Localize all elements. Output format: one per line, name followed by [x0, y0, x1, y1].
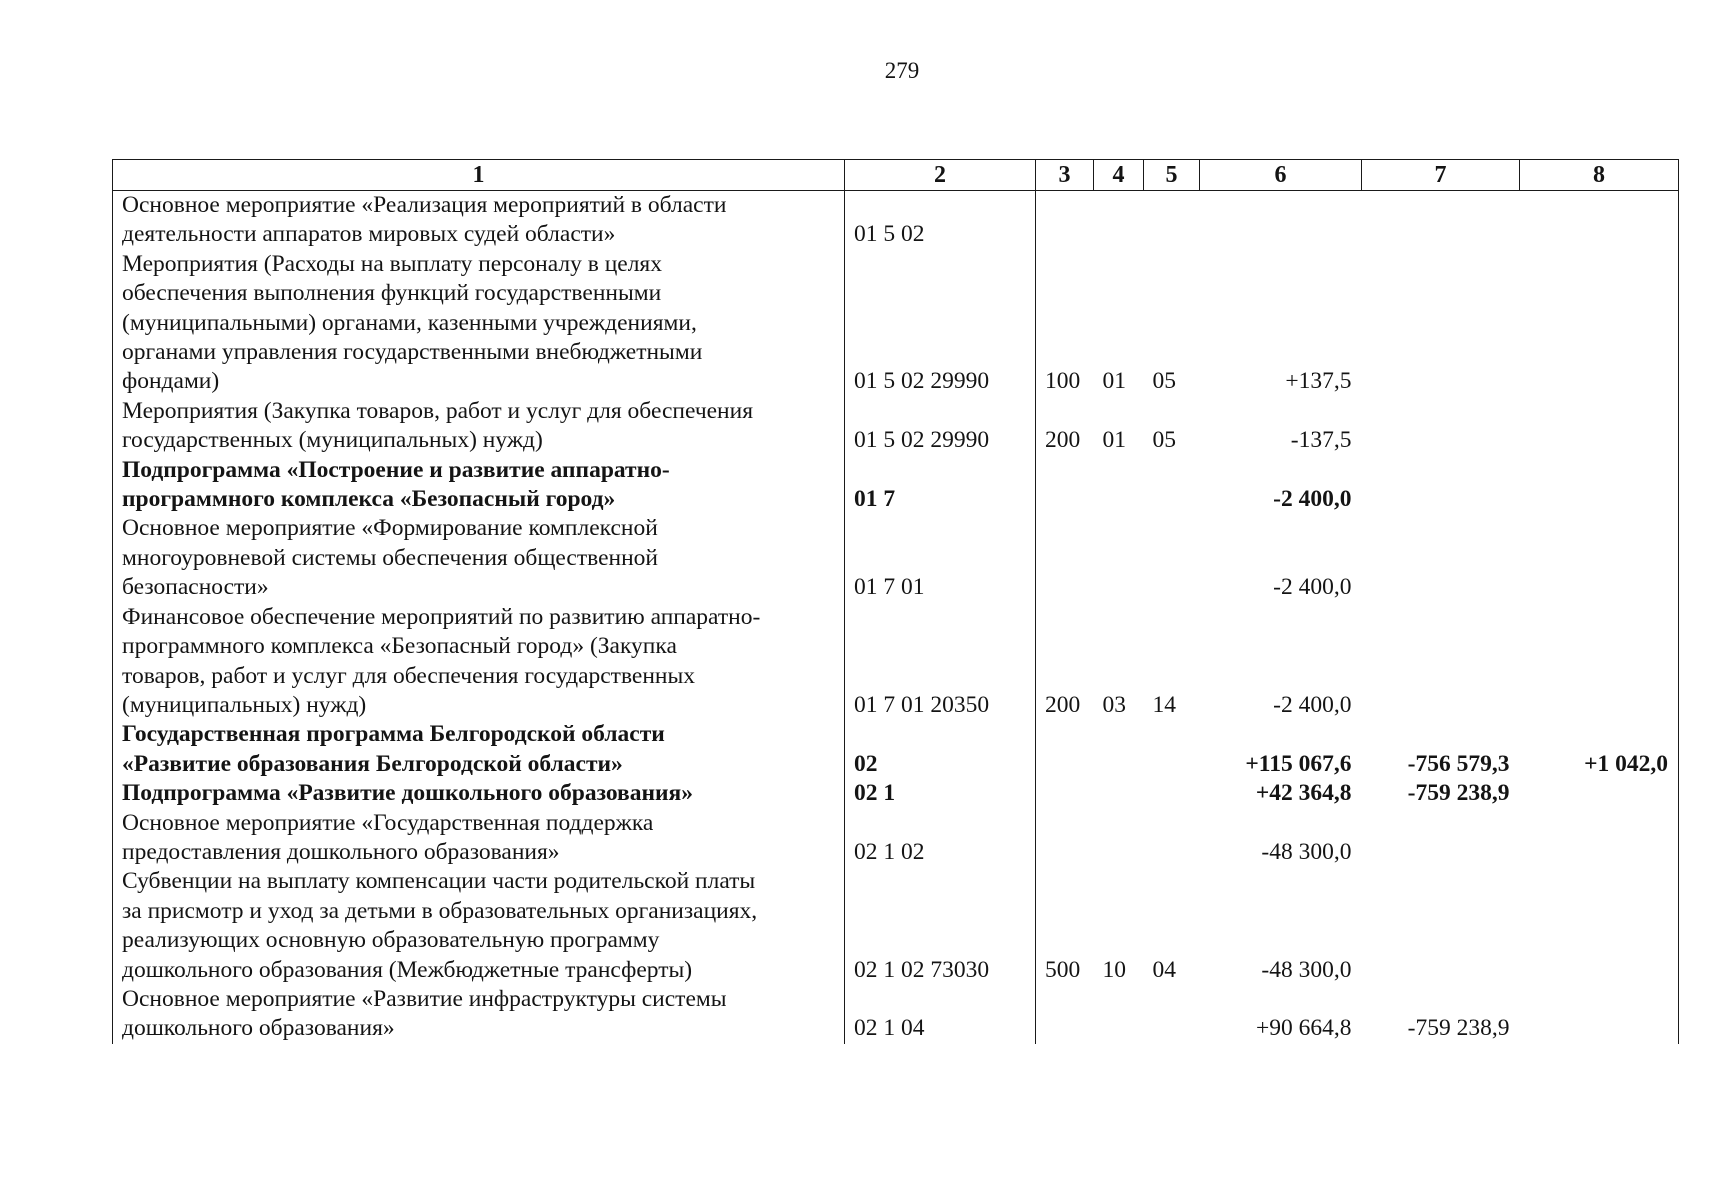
row-value-6-cell: +137,5	[1285, 368, 1352, 395]
column-header-7: 7	[1362, 160, 1520, 191]
row-expense-type-cell	[1036, 985, 1094, 1044]
row-expense-type-cell: 200	[1036, 397, 1094, 456]
row-value-7-cell	[1362, 456, 1520, 515]
table-row	[113, 603, 1679, 721]
table-row	[113, 985, 1679, 1044]
table-row	[113, 809, 1679, 868]
row-value-7-cell	[1362, 397, 1520, 456]
row-value-6-cell: -2 400,0	[1273, 574, 1352, 601]
row-subsection-cell	[1144, 514, 1200, 602]
row-expense-type-cell	[1036, 720, 1094, 779]
table-row	[113, 456, 1679, 515]
row-value-8-cell	[1520, 603, 1679, 721]
row-expense-type-cell: 500	[1036, 867, 1094, 985]
row-subsection-cell	[1144, 191, 1200, 250]
row-value-7-cell	[1362, 514, 1520, 602]
row-section-cell	[1094, 779, 1144, 808]
row-name-cell: Основное мероприятие «Развитие инфраструктуры системы дошкольного образования»	[113, 985, 845, 1044]
row-subsection-cell: 05	[1152, 368, 1176, 395]
row-code-cell: 02 1 04	[845, 985, 1036, 1044]
row-value-8-cell	[1520, 191, 1679, 250]
row-value-7-cell	[1362, 809, 1520, 868]
row-section-cell: 10	[1102, 956, 1126, 983]
budget-table	[112, 159, 1679, 1044]
row-expense-type-cell	[1036, 809, 1094, 868]
row-section-cell: 01	[1102, 427, 1126, 454]
row-value-8-cell: +1 042,0	[1520, 720, 1679, 779]
row-value-7-cell	[1362, 191, 1520, 250]
row-section-cell	[1094, 514, 1144, 602]
row-value-8-cell	[1520, 779, 1679, 808]
row-subsection-cell	[1144, 456, 1200, 515]
page-number: 279	[884, 58, 920, 83]
row-expense-type-cell	[1036, 456, 1094, 515]
row-subsection-cell: 14	[1152, 691, 1176, 718]
row-section-cell	[1094, 456, 1144, 515]
column-header-6: 6	[1200, 160, 1362, 191]
table-row	[113, 514, 1679, 602]
row-code-cell: 02 1 02	[845, 809, 1036, 868]
table-row	[113, 191, 1679, 250]
row-subsection-cell	[1144, 809, 1200, 868]
row-value-8-cell	[1520, 985, 1679, 1044]
table-body	[113, 191, 1679, 1044]
row-value-7-cell: -759 238,9	[1407, 780, 1510, 807]
row-subsection-cell	[1144, 779, 1200, 808]
row-code-cell: 01 5 02	[845, 191, 1036, 250]
table-header	[113, 160, 1679, 191]
row-code-cell: 01 7 01 20350	[845, 603, 1036, 721]
row-value-6-cell: -48 300,0	[1261, 956, 1352, 983]
row-code-cell: 02 1 02 73030	[845, 867, 1036, 985]
row-value-6-cell: -137,5	[1290, 427, 1352, 454]
row-name-cell: Мероприятия (Закупка товаров, работ и услуг для обеспечения государственных (муниципальных) нужд)	[113, 397, 845, 456]
row-value-6-cell: -2 400,0	[1273, 486, 1352, 513]
row-section-cell	[1094, 985, 1144, 1044]
row-expense-type-cell	[1036, 191, 1094, 250]
row-subsection-cell	[1144, 985, 1200, 1044]
row-section-cell	[1094, 191, 1144, 250]
row-expense-type-cell	[1036, 779, 1094, 808]
column-header-4: 4	[1094, 160, 1144, 191]
table-row	[113, 397, 1679, 456]
row-section-cell	[1094, 809, 1144, 868]
row-value-8-cell	[1520, 456, 1679, 515]
row-value-8-cell	[1520, 809, 1679, 868]
table-row	[113, 720, 1679, 779]
row-section-cell	[1094, 720, 1144, 779]
row-expense-type-cell	[1036, 514, 1094, 602]
row-value-7-cell	[1362, 867, 1520, 985]
row-subsection-cell: 04	[1152, 956, 1176, 983]
row-value-6-cell: +42 364,8	[1255, 780, 1352, 807]
row-name-cell: Финансовое обеспечение мероприятий по развитию аппаратно- программного комплекса «Безопасный город» (Закупка товаров, работ и услуг для обеспечения государственных (муниципальных) нужд)	[113, 603, 845, 721]
row-value-7-cell: -756 579,3	[1407, 750, 1510, 777]
row-value-7-cell	[1362, 250, 1520, 397]
row-name-cell: Основное мероприятие «Реализация мероприятий в области деятельности аппаратов мировых судей области»	[113, 191, 845, 250]
row-value-6-cell: +115 067,6	[1245, 750, 1352, 777]
column-header-1: 1	[113, 160, 845, 191]
row-code-cell: 01 7 01	[845, 514, 1036, 602]
row-subsection-cell	[1144, 720, 1200, 779]
row-subsection-cell: 05	[1152, 427, 1176, 454]
row-value-8-cell	[1520, 514, 1679, 602]
table-row	[113, 250, 1679, 397]
row-code-cell: 01 5 02 29990	[845, 250, 1036, 397]
table-row	[113, 779, 1679, 808]
row-expense-type-cell: 200	[1036, 603, 1094, 721]
row-value-6-cell	[1200, 191, 1362, 250]
row-code-cell: 01 7	[845, 456, 1036, 515]
row-section-cell: 03	[1102, 691, 1126, 718]
row-value-8-cell	[1520, 250, 1679, 397]
row-name-cell: Основное мероприятие «Формирование комплексной многоуровневой системы обеспечения общественной безопасности»	[113, 514, 845, 602]
table-row	[113, 867, 1679, 985]
column-header-8: 8	[1520, 160, 1679, 191]
row-name-cell: Основное мероприятие «Государственная поддержка предоставления дошкольного образования»	[113, 809, 845, 868]
row-name-cell: Подпрограмма «Развитие дошкольного образования»	[113, 779, 845, 808]
row-value-8-cell	[1520, 397, 1679, 456]
row-code-cell: 02 1	[845, 779, 1036, 808]
row-value-6-cell: -48 300,0	[1261, 838, 1352, 865]
row-expense-type-cell: 100	[1036, 250, 1094, 397]
row-value-7-cell: -759 238,9	[1407, 1015, 1510, 1042]
row-name-cell: Государственная программа Белгородской области «Развитие образования Белгородской области»	[113, 720, 845, 779]
row-value-8-cell	[1520, 867, 1679, 985]
row-value-6-cell: +90 664,8	[1255, 1015, 1352, 1042]
row-name-cell: Мероприятия (Расходы на выплату персоналу в целях обеспечения выполнения функций государственными (муниципальными) органами, казенными учреждениями, органами управления государственными внебюджетными фондами)	[113, 250, 845, 397]
column-header-5: 5	[1144, 160, 1200, 191]
header-row	[113, 160, 1679, 191]
row-code-cell: 02	[845, 720, 1036, 779]
row-value-7-cell	[1362, 603, 1520, 721]
row-name-cell: Субвенции на выплату компенсации части родительской платы за присмотр и уход за детьми в образовательных организациях, реализующих основную образовательную программу дошкольного образования (Межбюджетные трансферты)	[113, 867, 845, 985]
row-value-6-cell: -2 400,0	[1273, 691, 1352, 718]
row-name-cell: Подпрограмма «Построение и развитие аппаратно- программного комплекса «Безопасный город»	[113, 456, 845, 515]
column-header-2: 2	[845, 160, 1036, 191]
column-header-3: 3	[1036, 160, 1094, 191]
row-section-cell: 01	[1102, 368, 1126, 395]
row-code-cell: 01 5 02 29990	[845, 397, 1036, 456]
